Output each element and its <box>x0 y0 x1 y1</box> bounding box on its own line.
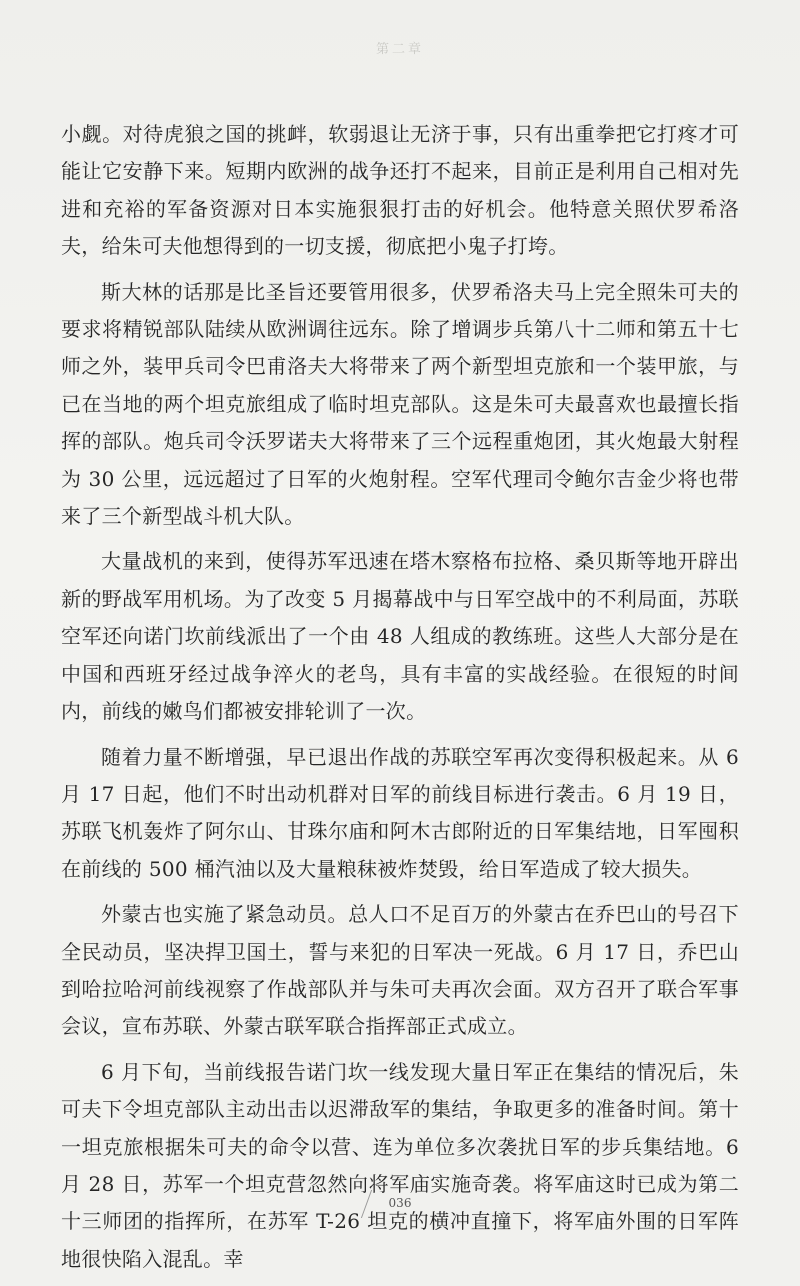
paragraph: 随着力量不断增强，早已退出作战的苏联空军再次变得积极起来。从 6 月 17 日起，他们不时出动机群对日军的前线目标进行袭击。6 月 19 日，苏联飞机轰炸了阿尔山、甘珠尔庙和阿木古郎附近的日军集结地，日军囤积在前线的 500 桶汽油以及大量粮秣被炸焚毁，给日军造成了较大损失。 <box>61 744 739 881</box>
paragraph: 外蒙古也实施了紧急动员。总人口不足百万的外蒙古在乔巴山的号召下全民动员，坚决捍卫国土，誓与来犯的日军决一死战。6 月 17 日，乔巴山到哈拉哈河前线视察了作战部队并与朱可夫再次会面。双方召开了联合军事会议，宣布苏联、外蒙古联军联合指挥部正式成立。 <box>61 902 739 1039</box>
running-header: 第二章 <box>375 42 424 57</box>
page-number: 036 <box>388 1196 412 1210</box>
paragraph: 斯大林的话那是比圣旨还要管用很多，伏罗希洛夫马上完全照朱可夫的要求将精锐部队陆续从欧洲调往远东。除了增调步兵第八十二师和第五十七师之外，装甲兵司令巴甫洛夫大将带来了两个新型坦克旅和一个装甲旅，与已在当地的两个坦克旅组成了临时坦克部队。这是朱可夫最喜欢也最擅长指挥的部队。炮兵司令沃罗诺夫大将带来了三个远程重炮团，其火炮最大射程为 30 公里，远远超过了日军的火炮射程。空军代理司令鲍尔吉金少将也带来了三个新型战斗机大队。 <box>61 279 739 529</box>
paragraph: 小觑。对待虎狼之国的挑衅，软弱退让无济于事，只有出重拳把它打疼才可能让它安静下来。短期内欧洲的战争还打不起来，目前正是利用自己相对先进和充裕的军备资源对日本实施狠狠打击的好机会。他特意关照伏罗希洛夫，给朱可夫他想得到的一切支援，彻底把小鬼子打垮。 <box>61 122 739 259</box>
paragraph: 6 月下旬，当前线报告诺门坎一线发现大量日军正在集结的情况后，朱可夫下令坦克部队主动出击以迟滞敌军的集结，争取更多的准备时间。第十一坦克旅根据朱可夫的命令以营、连为单位多次袭扰日军的步兵集结地。6 月 28 日，苏军一个坦克营忽然向将军庙实施奇袭。将军庙这时已成为第二十三师团的指挥所，在苏军 T-26 坦克的横冲直撞下，将军庙外围的日军阵地很快陷入混乱。幸 <box>61 1059 739 1271</box>
paragraph: 大量战机的来到，使得苏军迅速在塔木察格布拉格、桑贝斯等地开辟出新的野战军用机场。为了改变 5 月揭幕战中与日军空战中的不利局面，苏联空军还向诺门坎前线派出了一个由 48 人组成的教练班。这些人大部分是在中国和西班牙经过战争淬火的老鸟，具有丰富的实战经验。在很短的时间内，前线的嫩鸟们都被安排轮训了一次。 <box>61 549 739 724</box>
body-text <box>61 116 739 1286</box>
